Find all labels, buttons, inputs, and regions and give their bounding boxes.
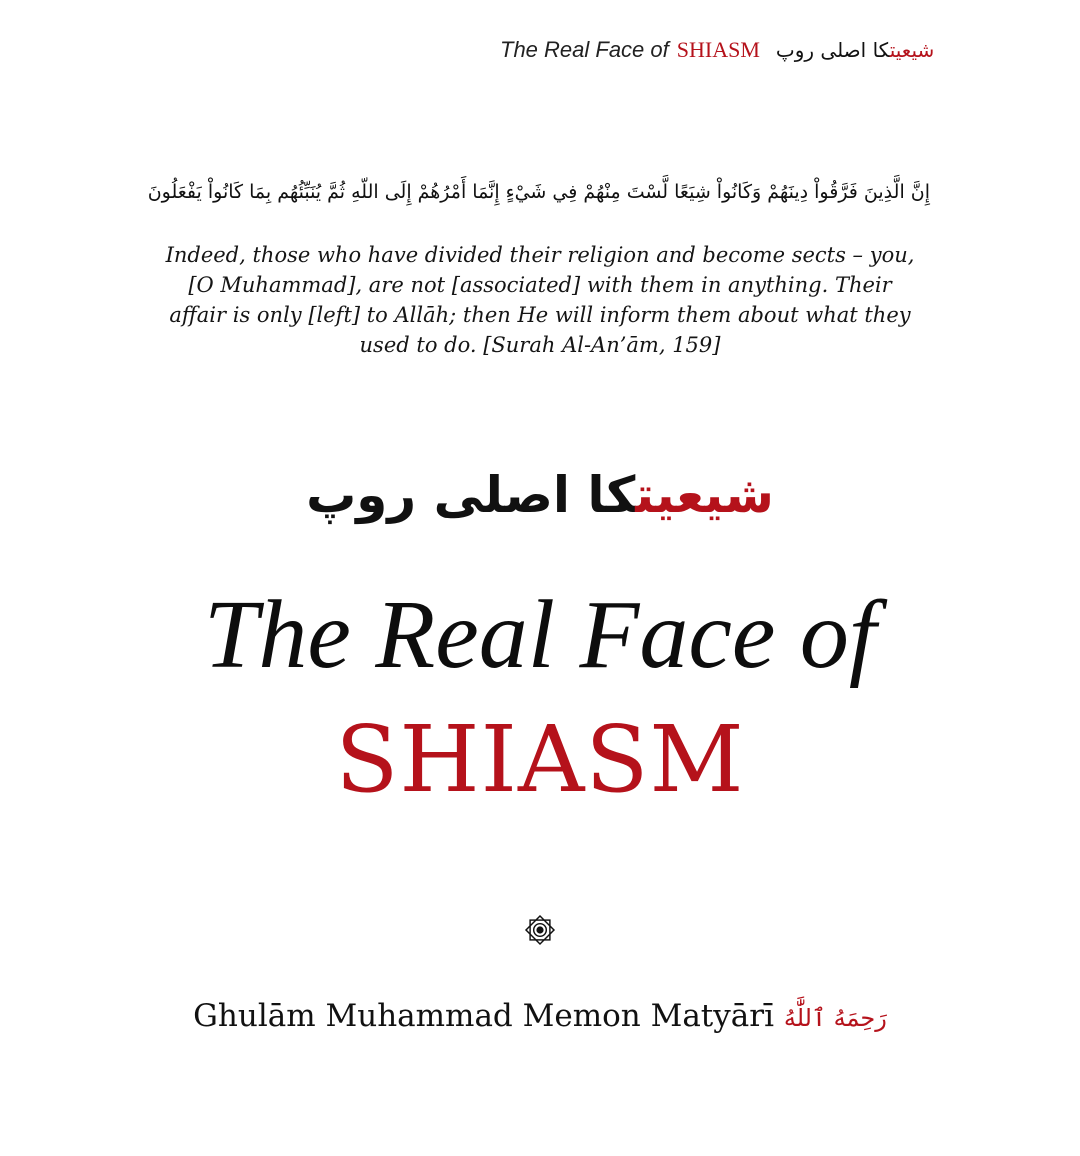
quran-verse-translation: Indeed, those who have divided their religion and become sects – you, [O Muhammad], are not [associated] with them in anything. Their affair is only [left] to Allāh; then He will inform them about what they used to do. [Surah Al-An’ām, 159] xyxy=(165,243,915,357)
urdu-title-highlight: شیعیت xyxy=(635,466,774,524)
urdu-title xyxy=(300,455,780,535)
book-title-highlight: SHIASM xyxy=(335,706,745,813)
star-ornament-icon xyxy=(522,912,558,948)
book-title: The Real Face of xyxy=(203,581,877,689)
author-honorific: رَحِمَهُ ٱللَّٰهُ xyxy=(783,1004,887,1032)
header-urdu-highlight: شیعیت xyxy=(889,38,935,62)
quran-verse-arabic: إِنَّ الَّذِينَ فَرَّقُواْ دِينَهُمْ وَكَانُواْ شِيَعًا لَّسْتَ مِنْهُمْ فِي شَيْءٍ إِنَّمَا أَمْرُهُمْ إِلَى اللّهِ ثُمَّ يُنَبِّئُهُم بِمَا كَانُواْ يَفْعَلُونَ xyxy=(147,181,930,203)
header-title-urdu xyxy=(776,38,934,62)
header-urdu-rest: کا اصلی روپ xyxy=(775,38,890,62)
author-name: Ghulām Muhammad Memon Matyārī xyxy=(193,998,774,1034)
header-title-en: The Real Face of xyxy=(500,37,669,62)
running-header xyxy=(500,30,935,70)
urdu-title-rest: کا اصلی روپ xyxy=(306,466,636,524)
header-title-highlight: SHIASM xyxy=(676,37,760,62)
author-line xyxy=(150,994,930,1040)
